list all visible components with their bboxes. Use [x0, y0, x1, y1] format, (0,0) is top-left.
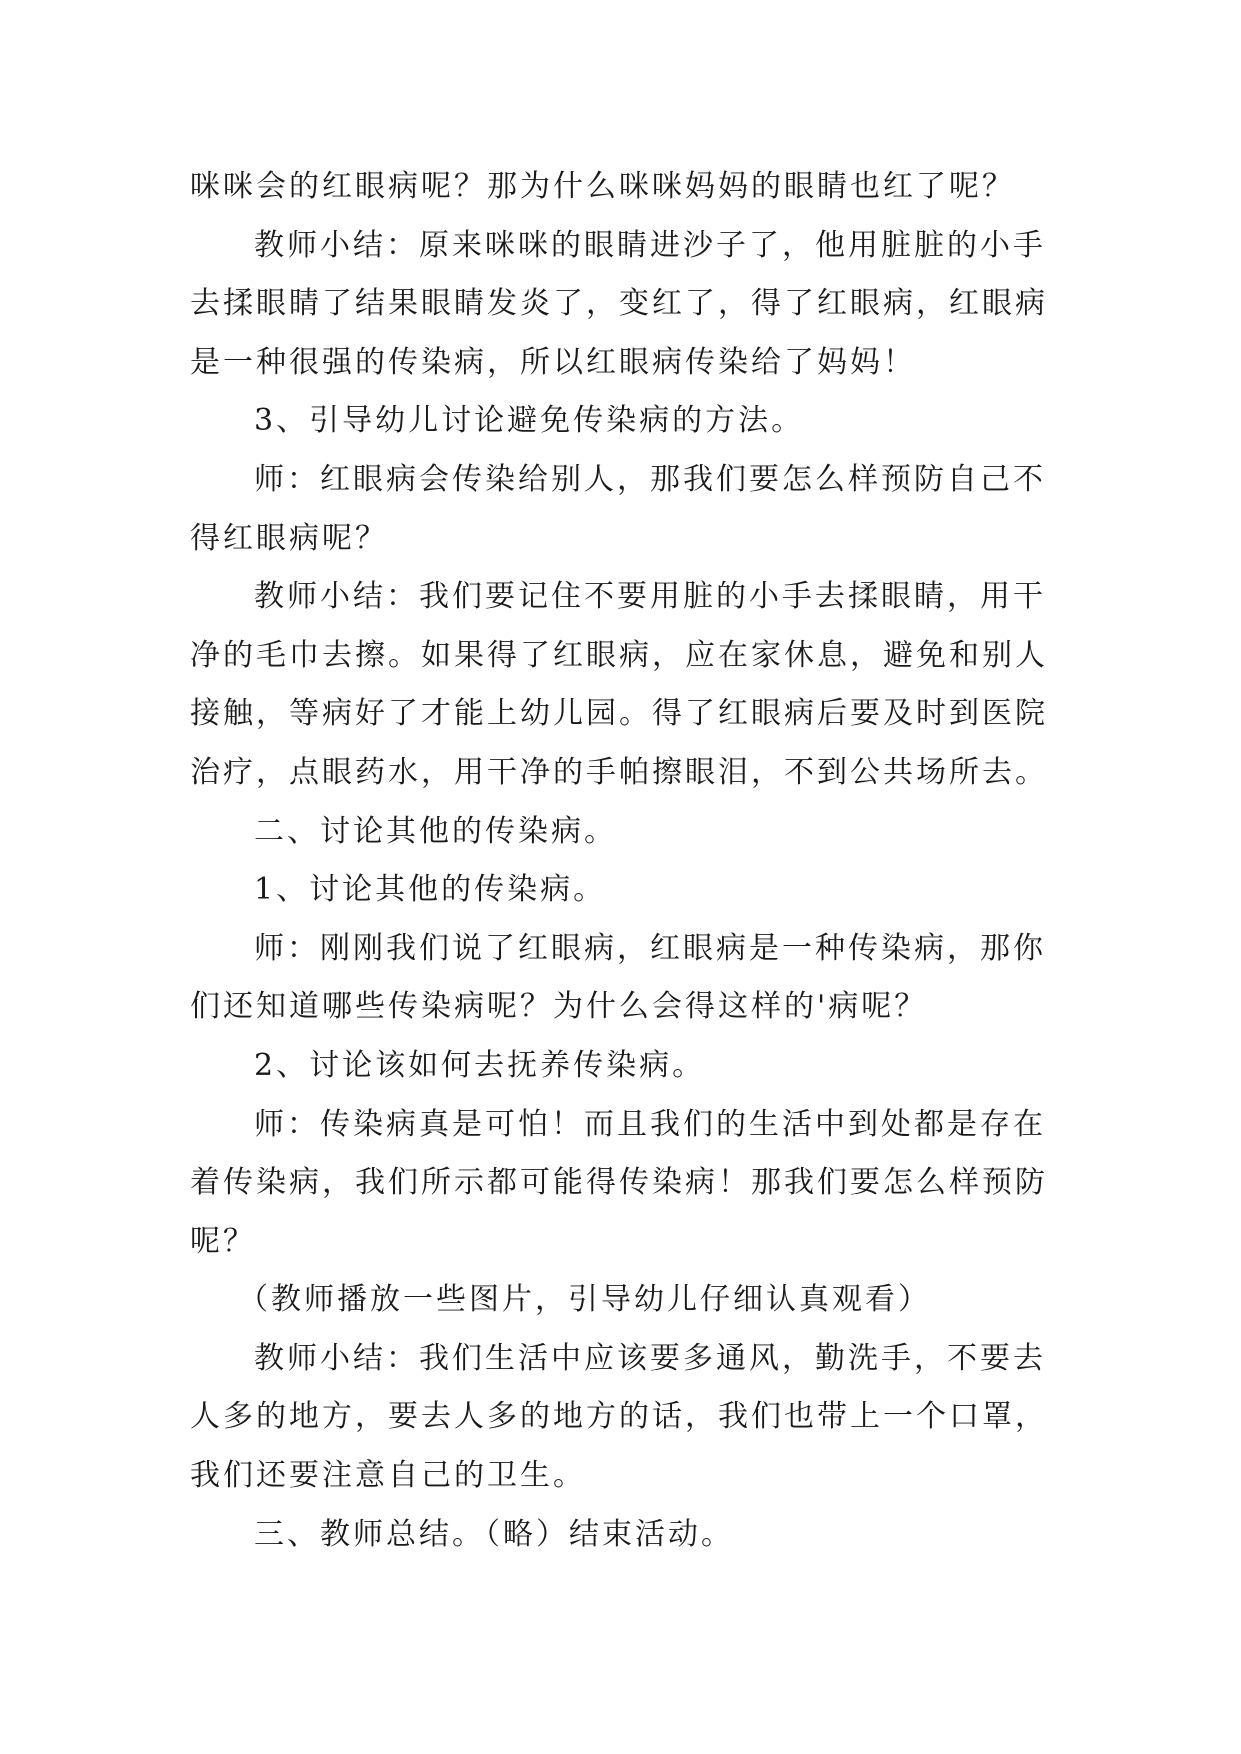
text-line: （教师播放一些图片，引导幼儿仔细认真观看） — [238, 1282, 931, 1318]
text-line: 咪咪会的红眼病呢？那为什么咪咪妈妈的眼睛也红了呢？ — [190, 169, 1015, 204]
text-line: 1、讨论其他的传染病。 — [254, 872, 607, 908]
text-line: 治疗，点眼药水，用干净的手帕擦眼泪，不到公共场所去。 — [190, 754, 1048, 790]
text-line: 得红眼病呢？ — [190, 520, 388, 556]
text-line: 师：传染病真是可怕！而且我们的生活中到处都是存在 — [254, 1106, 1046, 1142]
text-line: 净的毛巾去擦。如果得了红眼病，应在家休息，避免和别人 — [190, 637, 1048, 673]
text-line: 教师小结：我们要记住不要用脏的小手去揉眼睛，用干 — [254, 579, 1046, 615]
text-line: 接触，等病好了才能上幼儿园。得了红眼病后要及时到医院 — [190, 696, 1048, 732]
text-line: 去揉眼睛了结果眼睛发炎了，变红了，得了红眼病，红眼病 — [190, 286, 1048, 322]
text-line: 是一种很强的传染病，所以红眼病传染给了妈妈！ — [190, 344, 916, 380]
text-line: 教师小结：原来咪咪的眼睛进沙子了，他用脏脏的小手 — [254, 227, 1046, 263]
text-line: 师：刚刚我们说了红眼病，红眼病是一种传染病，那你 — [254, 930, 1046, 966]
text-line: 呢？ — [190, 1223, 256, 1259]
text-line: 教师小结：我们生活中应该要多通风，勤洗手，不要去 — [254, 1340, 1046, 1376]
text-line: 师：红眼病会传染给别人，那我们要怎么样预防自己不 — [254, 461, 1046, 497]
text-line: 我们还要注意自己的卫生。 — [190, 1458, 586, 1494]
text-line: 着传染病，我们所示都可能得传染病！那我们要怎么样预防 — [190, 1165, 1048, 1201]
text-line: 3、引导幼儿讨论避免传染病的方法。 — [254, 403, 805, 439]
text-line: 们还知道哪些传染病呢？为什么会得这样的'病呢？ — [190, 989, 928, 1025]
text-line: 人多的地方，要去人多的地方的话，我们也带上一个口罩， — [190, 1399, 1048, 1435]
text-line: 二、讨论其他的传染病。 — [254, 813, 617, 849]
document-body — [190, 158, 1070, 1564]
text-line: 2、讨论该如何去抚养传染病。 — [254, 1047, 706, 1083]
text-line: 三、教师总结。（略）结束活动。 — [254, 1516, 734, 1552]
